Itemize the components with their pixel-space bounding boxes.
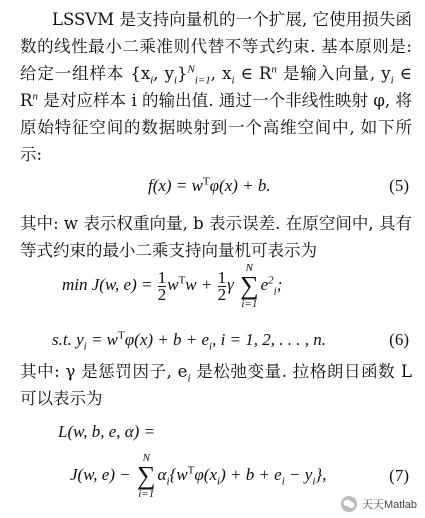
sum-symbol: N ∑ i=1 <box>240 262 259 310</box>
equation-6-number: (6) <box>389 330 409 349</box>
equation-6-constraint: s.t. $y_i = w^T\varphi(x) + b + e_i$, i = 1, 2, . . . , n. <box>52 329 327 353</box>
watermark <box>341 496 417 512</box>
sum-symbol: N ∑ i=1 <box>136 452 156 500</box>
equation-7-lhs: L(w, b, e, α) = <box>58 422 156 441</box>
equation-6-objective: min J(w, e) = $\frac{1}{2}$ $w^Tw$ + $\frac{1}{2}$ γ N ∑ i=1 $e^2_i$; <box>62 262 283 310</box>
paragraph-where-gamma: 其中: γ 是惩罚因子, $e_i$ 是松弛变量. 拉格朗日函数 L 可以表示为 <box>20 362 413 408</box>
wechat-icon <box>341 496 357 512</box>
fraction-one-over-gamma: $\frac{1}{2}$ <box>217 267 227 304</box>
equation-5: $f(x) = w^T\varphi(x) + b$. <box>148 175 271 195</box>
equation-7-rhs: J(w, e) − N ∑ i=1 $\alpha_i\{w^T\varphi(x_i) + b + e_i - y_i\}$, <box>70 452 327 500</box>
equation-5-number: (5) <box>389 176 409 195</box>
fraction-one-half: $\frac{1}{2}$ <box>157 267 167 304</box>
paragraph-intro: LSSVM 是支持向量机的一个扩展, 它使用损失函数的线性最小二乘准则代替不等式约束. 基本原则是: 给定一组样本 {$x_i$, $y_i\}^N_{i=1}$, $x_i$ ∈ $R^n$ 是输入向量, $y_i$ ∈ $R^n$ 是对应样本 i 的输出值. 通过一个非线性映射 φ, 将原始特征空间的数据映射到一个高维空间中, 如下所示: <box>20 10 412 164</box>
watermark-label: 天天Matlab <box>361 499 417 511</box>
paragraph-where-w: 其中: w 表示权重向量, b 表示误差. 在原空间中, 具有等式约束的最小二乘支持向量机可表示为 <box>20 214 412 260</box>
equation-7-number: (7) <box>389 466 409 485</box>
